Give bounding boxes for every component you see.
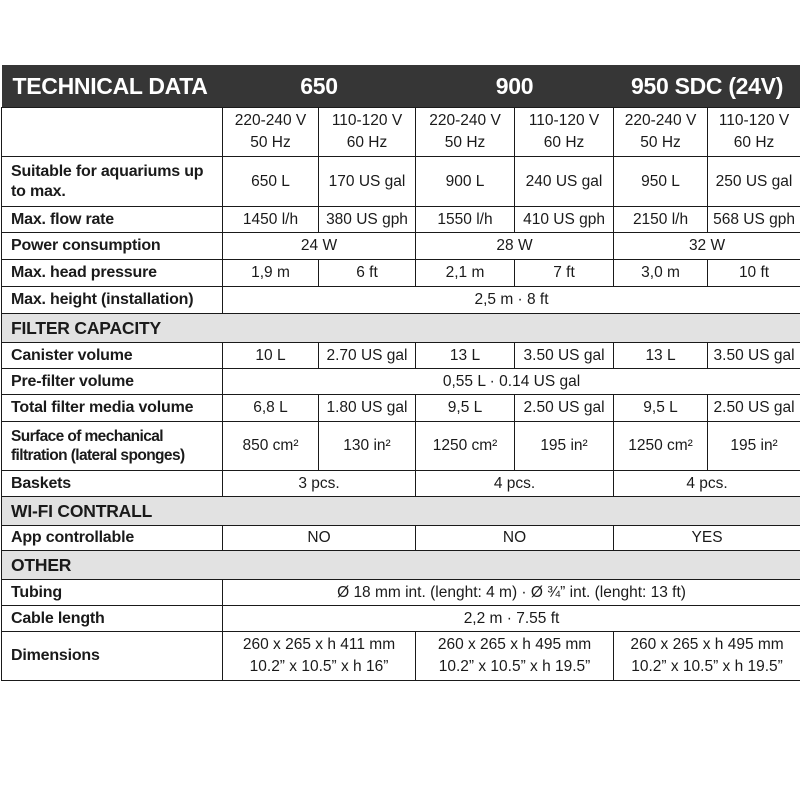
- row-suitable-for-aquariums: [2, 157, 800, 207]
- spec-value: 4 pcs.: [416, 471, 614, 497]
- spec-value: 28 W: [416, 233, 614, 260]
- row-tubing: [2, 580, 800, 606]
- spec-value: NO: [223, 526, 416, 551]
- spec-value: 1250 cm²: [416, 422, 515, 471]
- model-header-650: 650: [223, 65, 416, 108]
- spec-label: Power consumption: [2, 233, 223, 260]
- spec-value: 2,5 m · 8 ft: [223, 287, 800, 314]
- spec-value: 4 pcs.: [614, 471, 800, 497]
- spec-value: 24 W: [223, 233, 416, 260]
- frequency-line: 60 Hz: [346, 134, 388, 151]
- spec-value: 9,5 L: [614, 395, 708, 422]
- spec-value: 900 L: [416, 157, 515, 207]
- dimension-imperial: 10.2” x 10.5” x h 16”: [249, 658, 389, 675]
- spec-value: 10 L: [223, 343, 319, 369]
- section-title: FILTER CAPACITY: [2, 314, 800, 343]
- spec-value: 3.50 US gal: [708, 343, 800, 369]
- spec-value: 568 US gph: [708, 207, 800, 233]
- spec-value: 2.70 US gal: [319, 343, 416, 369]
- frequency-line: 60 Hz: [543, 134, 585, 151]
- spec-value: 9,5 L: [416, 395, 515, 422]
- spec-value: 240 US gal: [515, 157, 614, 207]
- section-wifi-control: [2, 497, 800, 526]
- spec-value: 1450 l/h: [223, 207, 319, 233]
- voltage-header-cell: [319, 108, 416, 157]
- spec-value: 6 ft: [319, 260, 416, 287]
- section-other: [2, 551, 800, 580]
- frequency-line: 60 Hz: [733, 134, 775, 151]
- row-surface-mechanical-filtration: [2, 422, 800, 471]
- table-header-row: [2, 65, 800, 108]
- spec-value: [416, 632, 614, 681]
- spec-value: 13 L: [416, 343, 515, 369]
- spec-label: Baskets: [2, 471, 223, 497]
- spec-value: [223, 632, 416, 681]
- spec-value: 13 L: [614, 343, 708, 369]
- spec-value: NO: [416, 526, 614, 551]
- spec-label: App controllable: [2, 526, 223, 551]
- spec-value: 2,1 m: [416, 260, 515, 287]
- dimension-metric: 260 x 265 x h 495 mm: [630, 636, 784, 653]
- spec-value: 3.50 US gal: [515, 343, 614, 369]
- voltage-header-cell: [223, 108, 319, 157]
- spec-value: 7 ft: [515, 260, 614, 287]
- model-header-900: 900: [416, 65, 614, 108]
- row-power-consumption: [2, 233, 800, 260]
- spec-label: Tubing: [2, 580, 223, 606]
- spec-value: 32 W: [614, 233, 800, 260]
- spec-value: 2.50 US gal: [708, 395, 800, 422]
- spec-value: 950 L: [614, 157, 708, 207]
- spec-value: Ø 18 mm int. (lenght: 4 m) · Ø ¾” int. (lenght: 13 ft): [223, 580, 800, 606]
- dimension-imperial: 10.2” x 10.5” x h 19.5”: [438, 658, 591, 675]
- spec-value: 380 US gph: [319, 207, 416, 233]
- spec-label: Max. flow rate: [2, 207, 223, 233]
- row-baskets: [2, 471, 800, 497]
- dimension-imperial: 10.2” x 10.5” x h 19.5”: [631, 658, 783, 675]
- row-app-controllable: [2, 526, 800, 551]
- voltage-line: 220-240 V: [624, 112, 697, 129]
- voltage-header-cell: [515, 108, 614, 157]
- spec-label: Dimensions: [2, 632, 223, 681]
- section-title: WI-FI CONTRALL: [2, 497, 800, 526]
- spec-value: 2150 l/h: [614, 207, 708, 233]
- spec-label: Pre-filter volume: [2, 369, 223, 395]
- spec-value: 1550 l/h: [416, 207, 515, 233]
- row-cable-length: [2, 606, 800, 632]
- spec-value: 195 in²: [515, 422, 614, 471]
- row-max-flow-rate: [2, 207, 800, 233]
- spec-value: 3 pcs.: [223, 471, 416, 497]
- voltage-header-cell: [708, 108, 800, 157]
- dimension-metric: 260 x 265 x h 411 mm: [242, 636, 396, 653]
- spec-value: 10 ft: [708, 260, 800, 287]
- spec-value: 0,55 L · 0.14 US gal: [223, 369, 800, 395]
- voltage-line: 110-120 V: [331, 112, 403, 129]
- frequency-line: 50 Hz: [444, 134, 486, 151]
- voltage-line: 220-240 V: [234, 112, 307, 129]
- row-dimensions: [2, 632, 800, 681]
- row-total-filter-media-volume: [2, 395, 800, 422]
- voltage-line: 110-120 V: [718, 112, 790, 129]
- voltage-header-cell: [614, 108, 708, 157]
- spec-value: 410 US gph: [515, 207, 614, 233]
- spec-value: 2,2 m · 7.55 ft: [223, 606, 800, 632]
- voltage-header-cell: [416, 108, 515, 157]
- spec-value: YES: [614, 526, 800, 551]
- spec-value: [614, 632, 800, 681]
- spec-value: 3,0 m: [614, 260, 708, 287]
- spec-value: 170 US gal: [319, 157, 416, 207]
- spec-label: Total filter media volume: [2, 395, 223, 422]
- spec-value: 850 cm²: [223, 422, 319, 471]
- spec-value: 130 in²: [319, 422, 416, 471]
- dimension-metric: 260 x 265 x h 495 mm: [437, 636, 592, 653]
- row-pre-filter-volume: [2, 369, 800, 395]
- spec-label: Max. height (installation): [2, 287, 223, 314]
- spec-value: 1.80 US gal: [319, 395, 416, 422]
- spec-value: 6,8 L: [223, 395, 319, 422]
- spec-value: 1,9 m: [223, 260, 319, 287]
- spec-label: Canister volume: [2, 343, 223, 369]
- section-filter-capacity: [2, 314, 800, 343]
- section-title: OTHER: [2, 551, 800, 580]
- spec-value: 250 US gal: [708, 157, 800, 207]
- voltage-line: 110-120 V: [528, 112, 600, 129]
- technical-data-table: [1, 65, 800, 681]
- model-header-950: 950 SDC (24V): [614, 65, 800, 108]
- table-title: TECHNICAL DATA: [2, 65, 223, 108]
- frequency-line: 50 Hz: [250, 134, 291, 151]
- row-max-height-installation: [2, 287, 800, 314]
- empty-corner-cell: [2, 108, 223, 157]
- spec-value: 195 in²: [708, 422, 800, 471]
- voltage-line: 220-240 V: [429, 112, 501, 129]
- row-max-head-pressure: [2, 260, 800, 287]
- spec-value: 1250 cm²: [614, 422, 708, 471]
- spec-label: Suitable for aquariums up to max.: [2, 157, 223, 207]
- spec-label: Surface of mechanical filtration (lateral sponges): [2, 422, 223, 471]
- voltage-header-row: [2, 108, 800, 157]
- frequency-line: 50 Hz: [640, 134, 681, 151]
- spec-value: 2.50 US gal: [515, 395, 614, 422]
- row-canister-volume: [2, 343, 800, 369]
- spec-label: Cable length: [2, 606, 223, 632]
- spec-value: 650 L: [223, 157, 319, 207]
- spec-label: Max. head pressure: [2, 260, 223, 287]
